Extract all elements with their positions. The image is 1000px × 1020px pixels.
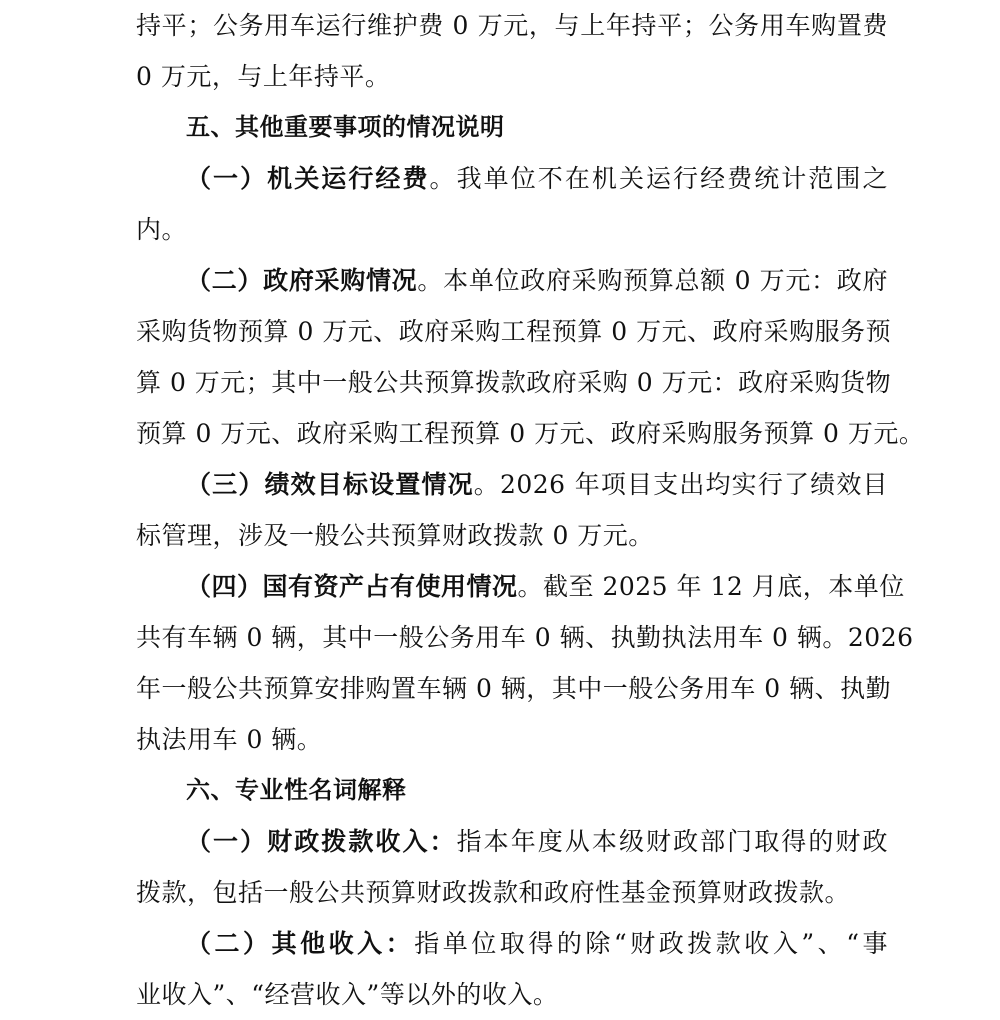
text-line: 算 0 万元；其中一般公共预算拨款政府采购 0 万元：政府采购货物 xyxy=(136,368,892,397)
text-line xyxy=(136,153,888,204)
paragraph-performance-targets xyxy=(136,459,888,561)
text-line: 标管理，涉及一般公共预算财政拨款 0 万元。 xyxy=(136,521,654,550)
text-line xyxy=(136,459,888,510)
section-heading-other-matters: 五、其他重要事项的情况说明 xyxy=(186,113,505,141)
text-line: 业收入”、“经营收入”等以外的收入。 xyxy=(136,980,559,1009)
item-lead: （一）机关运行经费 xyxy=(186,164,430,193)
text-line: 共有车辆 0 辆，其中一般公务用车 0 辆、执勤执法用车 0 辆。2026 xyxy=(136,623,914,652)
item-lead: （四）国有资产占有使用情况 xyxy=(186,572,518,601)
paragraph-vehicle-costs xyxy=(136,0,888,102)
text-line xyxy=(136,255,888,306)
text-line: 执法用车 0 辆。 xyxy=(136,725,323,754)
item-text: 。截至 2025 年 12 月底，本单位 xyxy=(517,572,905,601)
text-line: 持平；公务用车运行维护费 0 万元，与上年持平；公务用车购置费 xyxy=(136,11,888,40)
paragraph-operating-funds xyxy=(136,153,888,255)
paragraph-fiscal-appropriation-income xyxy=(136,816,888,918)
text-line xyxy=(136,816,888,867)
item-lead: （三）绩效目标设置情况 xyxy=(186,470,474,499)
item-text: 指单位取得的除“财政拨款收入”、“事 xyxy=(414,929,888,958)
item-lead: （二）政府采购情况 xyxy=(186,266,418,295)
item-lead: （一）财政拨款收入： xyxy=(186,827,457,856)
paragraph-other-income xyxy=(136,918,888,1020)
text-line: 拨款，包括一般公共预算财政拨款和政府性基金预算财政拨款。 xyxy=(136,878,851,907)
text-line: 内。 xyxy=(136,215,188,244)
text-line: 年一般公共预算安排购置车辆 0 辆，其中一般公务用车 0 辆、执勤 xyxy=(136,674,892,703)
paragraph-state-assets xyxy=(136,561,914,765)
item-text: 指本年度从本级财政部门取得的财政 xyxy=(456,827,888,856)
section-heading-terminology: 六、专业性名词解释 xyxy=(186,776,407,804)
paragraph-government-procurement xyxy=(136,255,925,459)
text-line: 0 万元，与上年持平。 xyxy=(136,62,391,91)
item-text: 。我单位不在机关运行经费统计范围之 xyxy=(429,164,888,193)
text-line: 预算 0 万元、政府采购工程预算 0 万元、政府采购服务预算 0 万元。 xyxy=(136,419,925,448)
text-line xyxy=(136,561,905,612)
item-text: 。本单位政府采购预算总额 0 万元：政府 xyxy=(417,266,888,295)
item-lead: （二）其他收入： xyxy=(186,929,415,958)
text-line xyxy=(136,918,888,969)
document-page xyxy=(136,0,925,1020)
item-text: 。2026 年项目支出均实行了绩效目 xyxy=(473,470,888,499)
text-line: 采购货物预算 0 万元、政府采购工程预算 0 万元、政府采购服务预 xyxy=(136,317,892,346)
